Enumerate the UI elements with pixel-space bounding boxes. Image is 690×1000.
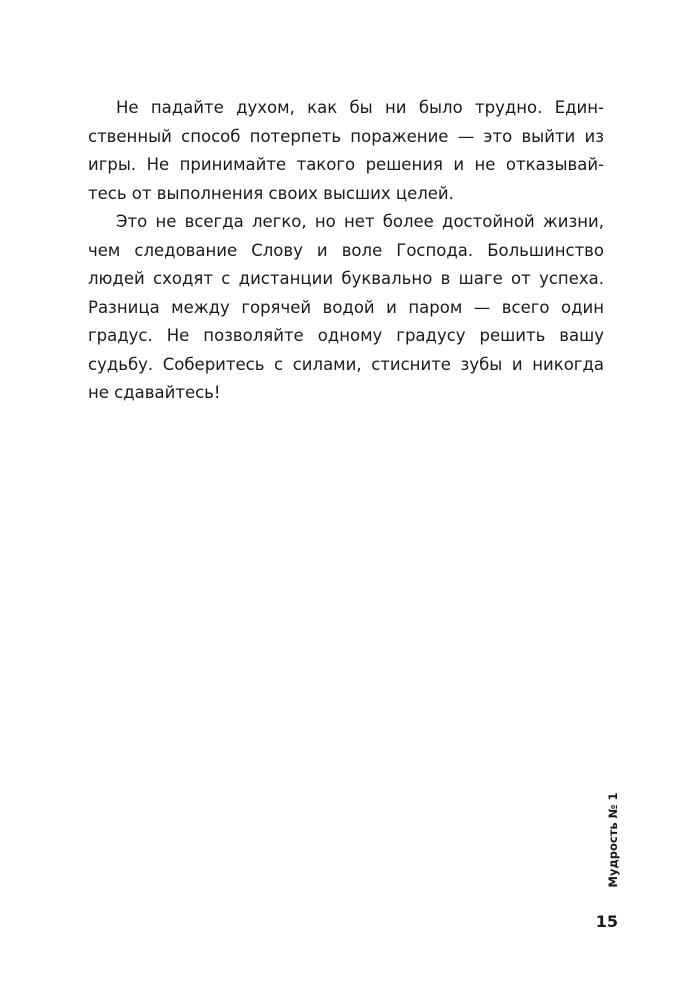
text-line: Разница между горячей водой и паром — всего один (88, 297, 604, 317)
paragraph-2 (88, 208, 604, 408)
text-line: игры. Не принимайте такого решения и не отказывай- (88, 155, 604, 174)
running-head (606, 792, 620, 888)
text-line: Не падайте духом, как бы ни было трудно. Един- (116, 98, 604, 117)
text-line: чем следование Слову и воле Господа. Большинство (88, 240, 604, 260)
text-line: не сдавайтесь! (88, 383, 221, 402)
text-line: градус. Не позволяйте одному градусу решить вашу (88, 326, 604, 345)
text-line: тесь от выполнения своих высших целей. (88, 183, 454, 203)
body-text (88, 94, 604, 408)
paragraph-1 (88, 94, 604, 208)
text-line: судьбу. Соберитесь с силами, стисните зубы и никогда (88, 354, 604, 374)
text-line: Это не всегда легко, но нет более достойной жизни, (116, 212, 604, 231)
text-line: ственный способ потерпеть поражение — это выйти из (88, 126, 604, 146)
text-line: людей сходят с дистанции буквально в шаге от успеха. (88, 269, 604, 288)
running-head-text: Мудрость № 1 (606, 792, 620, 888)
page-number: 15 (595, 912, 618, 931)
